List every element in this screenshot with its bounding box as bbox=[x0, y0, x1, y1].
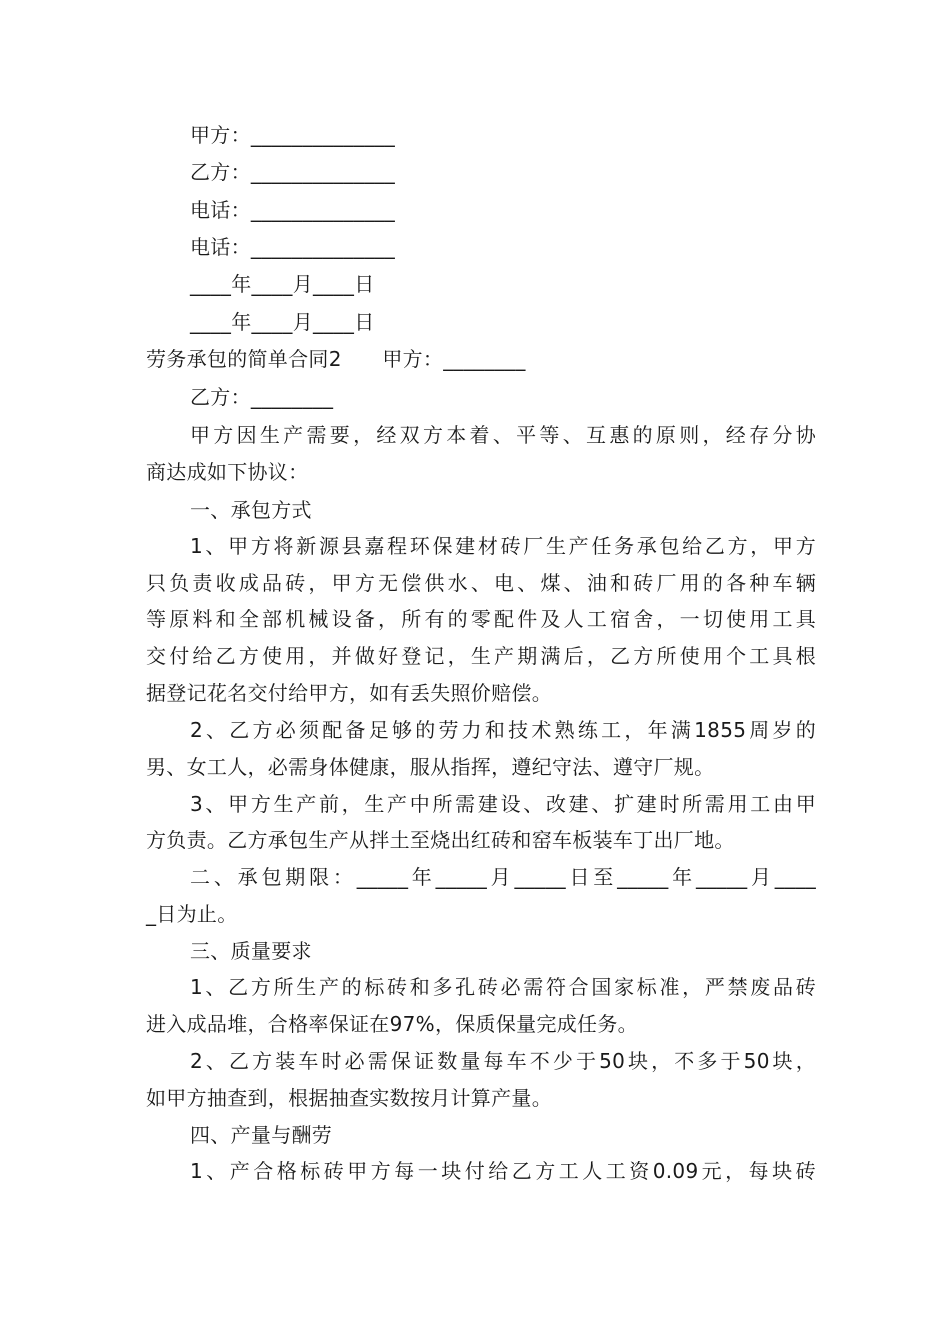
clause-3-2-line-1: 2、乙方装车时必需保证数量每车不少于50块，不多于50块， bbox=[190, 1049, 816, 1073]
clause-1-1-line-2: 只负责收成品砖，甲方无偿供水、电、煤、油和砖厂用的各种车辆 bbox=[146, 571, 816, 595]
phone-line-b: 电话：______________ bbox=[190, 235, 396, 259]
party-a-line: 甲方：______________ bbox=[190, 123, 396, 147]
section-heading-3: 三、质量要求 bbox=[190, 939, 312, 963]
clause-1-2-line-1: 2、乙方必须配备足够的劳力和技术熟练工，年满1855周岁的 bbox=[190, 718, 816, 742]
clause-3-1-line-2: 进入成品堆，合格率保证在97%，保质保量完成任务。 bbox=[146, 1012, 638, 1036]
clause-1-2-line-2: 男、女工人，必需身体健康，服从指挥，遵纪守法、遵守厂规。 bbox=[146, 755, 715, 779]
clause-1-3-line-1: 3、甲方生产前，生产中所需建设、改建、扩建时所需用工由甲 bbox=[190, 792, 816, 816]
clause-3-1-line-1: 1、乙方所生产的标砖和多孔砖必需符合国家标准，严禁废品砖 bbox=[190, 975, 816, 999]
section-heading-1: 一、承包方式 bbox=[190, 498, 312, 522]
clause-1-1-line-4: 交付给乙方使用，并做好登记，生产期满后，乙方所使用个工具根 bbox=[146, 644, 816, 668]
date-line-a: ____年____月____日 bbox=[190, 272, 375, 296]
section-heading-4: 四、产量与酬劳 bbox=[190, 1123, 333, 1147]
clause-1-1-line-5: 据登记花名交付给甲方，如有丢失照价赔偿。 bbox=[146, 681, 552, 705]
party-b-line-2: 乙方：________ bbox=[190, 385, 334, 409]
party-b-line: 乙方：______________ bbox=[190, 160, 396, 184]
clause-1-1-line-1: 1、甲方将新源县嘉程环保建材砖厂生产任务承包给乙方，甲方 bbox=[190, 534, 816, 558]
clause-1-1-line-3: 等原料和全部机械设备，所有的零配件及人工宿舍，一切使用工具 bbox=[146, 607, 816, 631]
phone-line-a: 电话：______________ bbox=[190, 198, 396, 222]
section-heading-2: 二、承包期限：_____年_____月_____日至_____年_____月____ bbox=[190, 865, 816, 889]
date-line-b: ____年____月____日 bbox=[190, 310, 375, 334]
clause-3-2-line-2: 如甲方抽查到，根据抽查实数按月计算产量。 bbox=[146, 1086, 552, 1110]
clause-4-1-line-1: 1、产合格标砖甲方每一块付给乙方工人工资0.09元，每块砖 bbox=[190, 1159, 816, 1183]
preamble-line-2: 商达成如下协议： bbox=[146, 460, 309, 484]
contract-title: 劳务承包的简单合同2 甲方：________ bbox=[146, 347, 526, 371]
section-2-line-2: _日为止。 bbox=[146, 902, 238, 926]
clause-1-3-line-2: 方负责。乙方承包生产从拌土至烧出红砖和窑车板装车丁出厂地。 bbox=[146, 828, 735, 852]
preamble-line-1: 甲方因生产需要，经双方本着、平等、互惠的原则，经存分协 bbox=[190, 423, 816, 447]
